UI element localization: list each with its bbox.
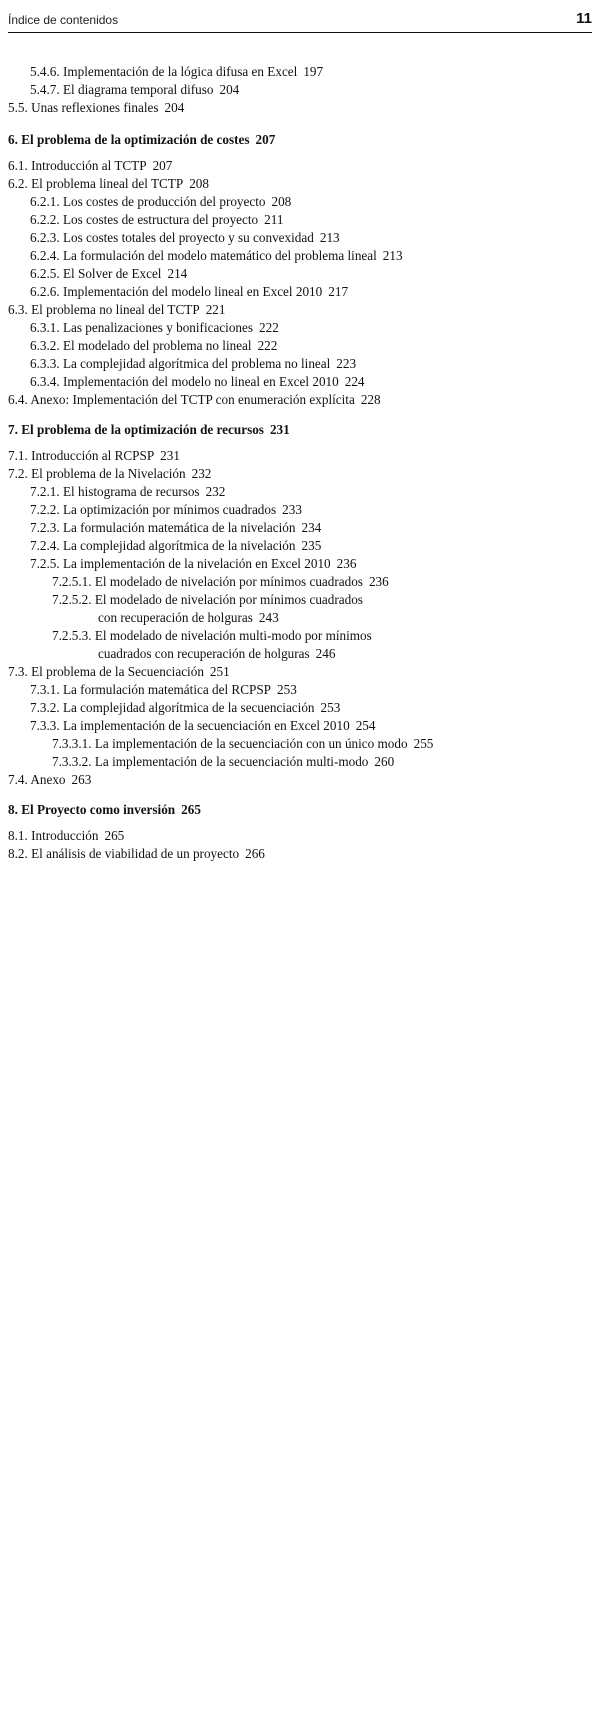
- toc-entry-page: 214: [167, 265, 600, 1131]
- toc-entry-label: 8.2. El análisis de viabilidad de un proyecto: [8, 845, 239, 863]
- toc-entry-page: 260: [374, 753, 600, 1619]
- toc-entry-label: 6.2.4. La formulación del modelo matemático del problema lineal: [30, 247, 377, 265]
- toc-entry-page: 265: [104, 827, 600, 1693]
- toc-entry[interactable]: [8, 845, 578, 1711]
- toc-entry-label: 6.2.3. Los costes totales del proyecto y su convexidad: [30, 229, 314, 247]
- toc-entry-label: 7.3.2. La complejidad algorítmica de la secuenciación: [30, 699, 315, 717]
- toc-entry-page: 234: [301, 519, 600, 1385]
- toc-entry-label: 7.3. El problema de la Secuenciación: [8, 663, 204, 681]
- toc-entry-page: 197: [303, 63, 600, 929]
- toc-entry-label: 6.3.4. Implementación del modelo no lineal en Excel 2010: [30, 373, 339, 391]
- toc-entry-label: 7.3.1. La formulación matemática del RCPSP: [30, 681, 271, 699]
- toc-entry-label: 7.2. El problema de la Nivelación: [8, 465, 186, 483]
- toc-chapter-label: 7. El problema de la optimización de recursos: [8, 421, 264, 439]
- toc-entry-page: 235: [302, 537, 600, 1403]
- toc-entry-page: 213: [320, 229, 600, 1095]
- toc-entry-page: 246: [316, 645, 600, 1511]
- toc-entry-page: 208: [271, 193, 600, 1059]
- toc-entry-label: 6.4. Anexo: Implementación del TCTP con enumeración explícita: [8, 391, 355, 409]
- toc-entry-page: 231: [160, 447, 600, 1313]
- toc-entry-page: 208: [189, 175, 600, 1041]
- toc-entry-page: 204: [165, 99, 600, 965]
- toc-entry-page: 265: [181, 801, 600, 1667]
- toc-entry-label: 7.2.5.3. El modelado de nivelación multi-modo por mínimos: [52, 627, 372, 645]
- toc-entry-page: 254: [356, 717, 600, 1583]
- toc-entry-page: 255: [414, 735, 600, 1601]
- toc-entry-label: 7.3.3.2. La implementación de la secuenciación multi-modo: [52, 753, 368, 771]
- toc-entry-first-line[interactable]: [52, 627, 578, 645]
- toc-entry-label: 6.1. Introducción al TCTP: [8, 157, 147, 175]
- toc-entry-first-line[interactable]: [52, 591, 578, 609]
- toc-entry-label: 7.4. Anexo: [8, 771, 66, 789]
- running-header: [8, 10, 592, 33]
- toc-entry-page: 243: [259, 609, 600, 1475]
- toc-entry-page: 236: [369, 573, 600, 1439]
- toc-entry-label: 6.2.5. El Solver de Excel: [30, 265, 161, 283]
- toc-entry-page: 222: [259, 319, 600, 1185]
- toc-entry-page: 266: [245, 845, 600, 1711]
- toc-entry-page: 222: [258, 337, 600, 1203]
- toc-entry-label: 6.3. El problema no lineal del TCTP: [8, 301, 200, 319]
- toc-entry-label: 7.2.5.2. El modelado de nivelación por mínimos cuadrados: [52, 591, 363, 609]
- toc-entry-page: 207: [153, 157, 600, 1023]
- toc-entry-page: 236: [337, 555, 600, 1421]
- toc-entry-page: 217: [328, 283, 600, 1149]
- toc-entry-page: 211: [264, 211, 600, 1077]
- toc-entry-page: 263: [72, 771, 600, 1637]
- toc-entry-label: 6.2. El problema lineal del TCTP: [8, 175, 183, 193]
- toc-entry-label: 7.3.3.1. La implementación de la secuenciación con un único modo: [52, 735, 408, 753]
- toc-entry-label: 7.2.1. El histograma de recursos: [30, 483, 200, 501]
- header-title: Índice de contenidos: [8, 13, 118, 27]
- toc-chapter-label: 8. El Proyecto como inversión: [8, 801, 175, 819]
- toc-entry-page: 231: [270, 421, 600, 1287]
- toc-entry-label: 5.4.7. El diagrama temporal difuso: [30, 81, 213, 99]
- toc-entry-page: 204: [219, 81, 600, 947]
- spacer: [375, 636, 575, 637]
- toc-entry-label: 7.2.2. La optimización por mínimos cuadrados: [30, 501, 276, 519]
- toc-entry-label: 7.2.4. La complejidad algorítmica de la nivelación: [30, 537, 296, 555]
- toc-entry-label: 6.2.1. Los costes de producción del proyecto: [30, 193, 265, 211]
- toc-entry-label: 6.2.2. Los costes de estructura del proyecto: [30, 211, 258, 229]
- toc-entry-page: 253: [321, 699, 600, 1565]
- toc-entry-label: 6.3.1. Las penalizaciones y bonificaciones: [30, 319, 253, 337]
- toc-entry-label: 8.1. Introducción: [8, 827, 98, 845]
- toc-entry-label: 7.1. Introducción al RCPSP: [8, 447, 154, 465]
- toc-chapter-label: 6. El problema de la optimización de costes: [8, 131, 250, 149]
- toc-entry-label-continued: cuadrados con recuperación de holguras: [98, 645, 310, 663]
- spacer: [366, 600, 575, 601]
- toc-entry-label: 6.3.2. El modelado del problema no lineal: [30, 337, 252, 355]
- toc-entry-label: 7.3.3. La implementación de la secuenciación en Excel 2010: [30, 717, 350, 735]
- toc-entry-label: 6.2.6. Implementación del modelo lineal en Excel 2010: [30, 283, 322, 301]
- header-page-number: 11: [576, 10, 592, 27]
- toc-entry-page: 233: [282, 501, 600, 1367]
- toc-entry-page: 207: [256, 131, 600, 997]
- toc-entry-label: 7.2.5. La implementación de la nivelación en Excel 2010: [30, 555, 331, 573]
- toc-entry-page: 232: [192, 465, 600, 1331]
- toc-entry-page: 228: [361, 391, 600, 1257]
- toc-entry-label: 7.2.5.1. El modelado de nivelación por mínimos cuadrados: [52, 573, 363, 591]
- toc-entry-page: 213: [383, 247, 600, 1113]
- toc-entry-page: 224: [345, 373, 600, 1239]
- toc-entry-page: 251: [210, 663, 600, 1529]
- toc-entry-page: 253: [277, 681, 600, 1547]
- toc-entry-label-continued: con recuperación de holguras: [98, 609, 253, 627]
- toc-entry-label: 6.3.3. La complejidad algorítmica del problema no lineal: [30, 355, 330, 373]
- toc-entry-label: 5.5. Unas reflexiones finales: [8, 99, 159, 117]
- toc-entry-label: 7.2.3. La formulación matemática de la nivelación: [30, 519, 295, 537]
- toc-entry-page: 232: [206, 483, 600, 1349]
- toc-entry-label: 5.4.6. Implementación de la lógica difusa en Excel: [30, 63, 297, 81]
- toc-entry-page: 221: [206, 301, 600, 1167]
- toc-entry-page: 223: [336, 355, 600, 1221]
